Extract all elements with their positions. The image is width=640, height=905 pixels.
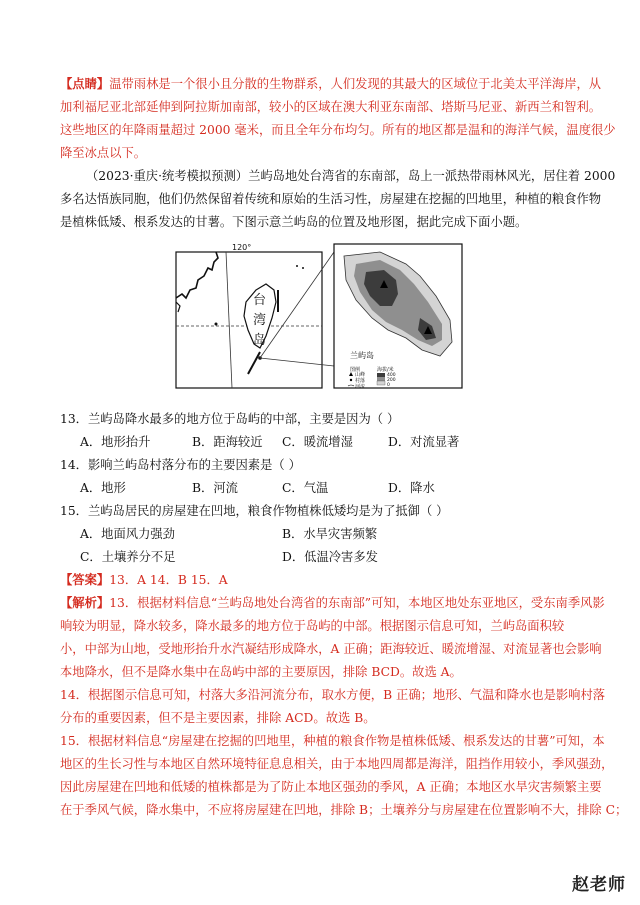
q13-option-c: C．暖流增湿 — [282, 435, 353, 449]
map-figure — [174, 240, 464, 392]
legend-elev-400: 400 — [387, 373, 396, 378]
analysis-line-8: 地区的生长习性与本地区自然环境特征息息相关，由于本地四周都是海洋，阻挡作用较小，季风强劲， — [60, 757, 614, 771]
legend-peak: 山峰 — [355, 372, 366, 378]
legend-title: 图例 — [350, 367, 361, 373]
analysis-line-9: 因此房屋建在凹地和低矮的植株都是为了防止本地区强劲的季风，A 正确；本地区水旱灾害频繁主要 — [60, 780, 602, 794]
tip-tag: 【点睛】 — [60, 76, 110, 91]
q15-option-a: A．地面风力强劲 — [80, 527, 175, 541]
tip-line-4: 降至冰点以下。 — [60, 146, 147, 160]
tip-text: 温带雨林是一个很小且分散的生物群系，人们发现的其最大的区域位于北美太平洋海岸，从 — [109, 77, 602, 91]
analysis-line-6: 分布的重要因素，但不是主要因素，排除 ACD。故选 B。 — [60, 711, 376, 725]
q15-option-c: C．土壤养分不足 — [80, 550, 176, 564]
answer-tag: 【答案】 — [60, 572, 110, 587]
tip-line-1 — [60, 73, 601, 95]
legend-river: 河流 — [355, 384, 366, 390]
q14-option-d: D．降水 — [388, 481, 435, 495]
small-island-dot-3 — [302, 267, 304, 269]
analysis-tag: 【解析】 — [60, 595, 110, 610]
q14-option-b: B．河流 — [192, 481, 238, 495]
author-watermark: 赵老师 — [572, 875, 626, 895]
island-name-2: 湾 — [253, 313, 267, 328]
analysis-line-10: 在于季风气候，降水集中，不应将房屋建在凹地，排除 B；土壤养分与房屋建在位置影响不大，排除 C； — [60, 803, 628, 817]
analysis-line-7: 15．根据材料信息“房屋建在挖掘的凹地里，种植的粮食作物是植株低矮、根系发达的甘薯”可知，本 — [60, 734, 605, 748]
material-line-3: 是植株低矮、根系发达的甘薯。下图示意兰屿岛的位置及地形图，据此完成下面小题。 — [60, 215, 528, 229]
answer-text: 13．A 14．B 15．A — [109, 573, 228, 587]
legend-swatch-high — [377, 373, 385, 377]
q13-option-b: B．距海较近 — [192, 435, 263, 449]
legend-swatch-low — [377, 381, 385, 385]
legend-elevation-title: 海拔/米 — [377, 367, 394, 373]
legend-elev-0: 0 — [387, 383, 390, 388]
legend-elev-200: 200 — [387, 378, 396, 383]
analysis-line-4: 本地降水，但不是降水集中在岛屿中部的主要原因，排除 BCD。故选 A。 — [60, 665, 462, 679]
legend-swatch-mid — [377, 377, 385, 381]
island-name-3: 岛 — [253, 333, 267, 348]
small-island-dot-2 — [296, 265, 298, 267]
material-line-1: （2023·重庆·统考模拟预测）兰屿岛地处台湾省的东南部，岛上一派热带雨林风光，居住着 2000 — [86, 169, 616, 183]
analysis-line-1 — [60, 592, 605, 614]
question-13-stem: 13．兰屿岛降水最多的地方位于岛屿的中部，主要是因为（ ） — [60, 412, 400, 426]
material-line-2: 多名达悟族同胞，他们仍然保留着传统和原始的生活习性，房屋建在挖掘的凹地里，种植的粮食作物 — [60, 192, 602, 206]
question-14-stem: 14．影响兰屿岛村落分布的主要因素是（ ） — [60, 458, 301, 472]
analysis-text-1: 13．根据材料信息“兰屿岛地处台湾省的东南部”可知，本地区地处东亚地区，受东南季风影 — [109, 596, 605, 610]
inset-name: 兰屿岛 — [350, 351, 374, 360]
tip-line-2: 加利福尼亚北部延伸到阿拉斯加南部，较小的区域在澳大利亚东南部、塔斯马尼亚、新西兰和智利。 — [60, 100, 602, 114]
answer-line — [60, 569, 228, 591]
q14-option-c: C．气温 — [282, 481, 329, 495]
analysis-line-2: 响较为明显，降水较多，降水最多的地方位于岛屿的中部。根据图示信息可知，兰屿岛面积较 — [60, 619, 565, 633]
q15-option-b: B．水旱灾害频繁 — [282, 527, 378, 541]
q14-option-a: A．地形 — [80, 481, 126, 495]
legend-village: 村落 — [355, 378, 366, 384]
q13-option-d: D．对流显著 — [388, 435, 460, 449]
q13-option-a: A．地形抬升 — [80, 435, 151, 449]
tip-line-3: 这些地区的年降雨量超过 2000 毫米，而且全年分布均匀。所有的地区都是温和的海洋气候，温度很少 — [60, 123, 616, 137]
analysis-line-5: 14．根据图示信息可知，村落大多沿河流分布，取水方便，B 正确；地形、气温和降水也是影响村落 — [60, 688, 606, 702]
legend-village-icon — [350, 379, 352, 381]
longitude-label: 120° — [232, 243, 252, 252]
q15-option-d: D．低温冷害多发 — [282, 550, 378, 564]
analysis-line-3: 小，中部为山地，受地形抬升水汽凝结形成降水，A 正确；距海较近、暖流增湿、对流显著也会影响 — [60, 642, 602, 656]
small-island-dot — [215, 323, 218, 326]
island-name-1: 台 — [253, 293, 267, 308]
question-15-stem: 15．兰屿岛居民的房屋建在凹地，粮食作物植株低矮均是为了抵御（ ） — [60, 504, 449, 518]
